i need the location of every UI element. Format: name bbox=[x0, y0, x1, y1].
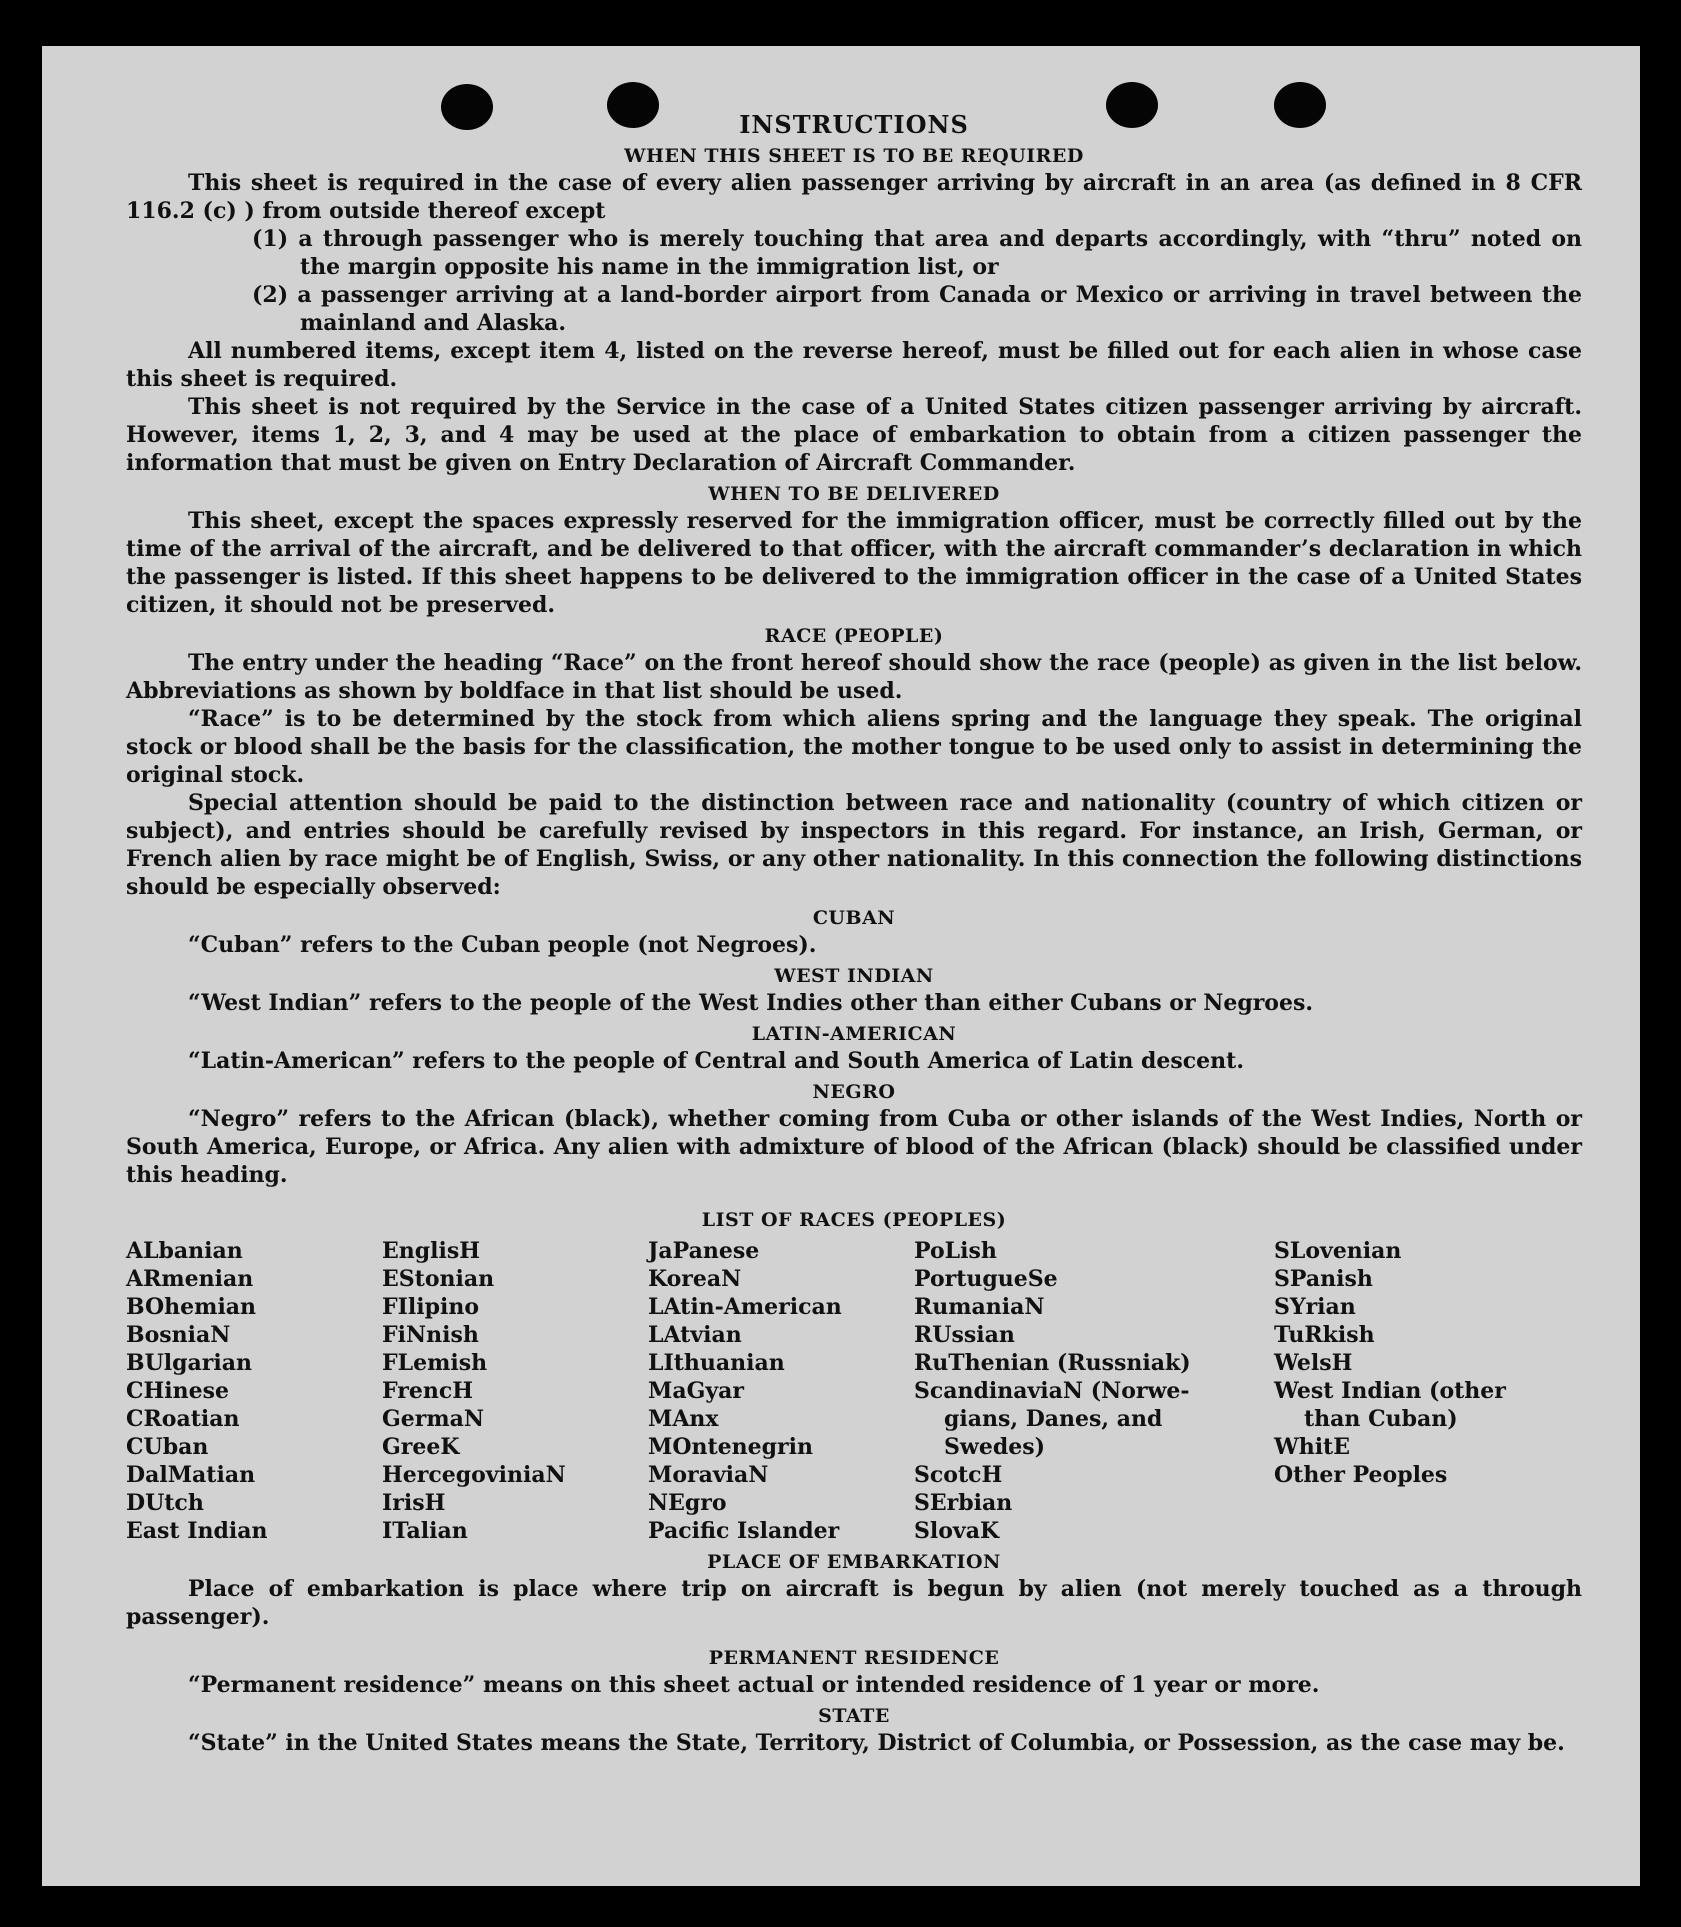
paragraph: “Race” is to be determined by the stock from which aliens spring and the language they speak. The original stock or blood shall be the basis for the classification, the mother tongue to be used only to assist in determining the original stock. bbox=[126, 706, 1582, 788]
section-heading: WEST INDIAN bbox=[774, 965, 934, 987]
race-item: ScandinaviaN (Norwe- bbox=[914, 1378, 1190, 1404]
race-item: ALbanian bbox=[126, 1238, 243, 1264]
race-item: ARmenian bbox=[126, 1266, 254, 1292]
race-item: PoLish bbox=[914, 1238, 997, 1264]
race-item: gians, Danes, and bbox=[944, 1406, 1163, 1432]
race-item: RUssian bbox=[914, 1322, 1015, 1348]
race-item: DUtch bbox=[126, 1490, 204, 1516]
paragraph: Place of embarkation is place where trip on aircraft is begun by alien (not merely touched as a through passenger). bbox=[126, 1576, 1582, 1630]
race-item: IrisH bbox=[382, 1490, 446, 1516]
race-item: LAtvian bbox=[648, 1322, 742, 1348]
race-item: FLemish bbox=[382, 1350, 488, 1376]
race-item: GermaN bbox=[382, 1406, 485, 1432]
race-item: CHinese bbox=[126, 1378, 230, 1404]
race-item: EnglisH bbox=[382, 1238, 481, 1264]
race-item: SErbian bbox=[914, 1490, 1013, 1516]
list-item: (2) a passenger arriving at a land-border airport from Canada or Mexico or arriving in travel between the mainland and Alaska. bbox=[252, 282, 1582, 336]
section-heading: PLACE OF EMBARKATION bbox=[707, 1551, 1001, 1573]
section-heading: LIST OF RACES (PEOPLES) bbox=[701, 1209, 1007, 1231]
race-item: SYrian bbox=[1274, 1294, 1356, 1320]
section-heading: PERMANENT RESIDENCE bbox=[708, 1647, 1000, 1669]
race-item: Swedes) bbox=[944, 1434, 1045, 1460]
race-item: WelsH bbox=[1274, 1350, 1353, 1376]
paragraph: This sheet is required in the case of every alien passenger arriving by aircraft in an area (as defined in 8 CFR 116.2 (c) ) from outside thereof except bbox=[126, 170, 1582, 224]
race-item: RuThenian (Russniak) bbox=[914, 1350, 1191, 1376]
race-item: MOntenegrin bbox=[648, 1434, 813, 1460]
race-item: WhitE bbox=[1274, 1434, 1350, 1460]
section-heading: WHEN TO BE DELIVERED bbox=[708, 483, 1000, 505]
paragraph: “State” in the United States means the State, Territory, District of Columbia, or Possession, as the case may be. bbox=[188, 1730, 1565, 1756]
section-heading: LATIN-AMERICAN bbox=[751, 1023, 957, 1045]
race-column bbox=[648, 1237, 914, 1545]
race-item: DalMatian bbox=[126, 1462, 256, 1488]
page-title: INSTRUCTIONS bbox=[739, 110, 969, 139]
race-item: BosniaN bbox=[126, 1322, 231, 1348]
paragraph: The entry under the heading “Race” on the front hereof should show the race (people) as given in the list below. Abbreviations as shown by boldface in that list should be used. bbox=[126, 650, 1582, 704]
race-item: CRoatian bbox=[126, 1406, 240, 1432]
race-item: EStonian bbox=[382, 1266, 495, 1292]
race-item: ScotcH bbox=[914, 1462, 1003, 1488]
exception-list bbox=[252, 225, 1582, 337]
race-item: GreeK bbox=[382, 1434, 460, 1460]
section-heading: WHEN THIS SHEET IS TO BE REQUIRED bbox=[624, 145, 1084, 167]
race-item: BUlgarian bbox=[126, 1350, 252, 1376]
paragraph: Special attention should be paid to the distinction between race and nationality (country of which citizen or subject), and entries should be carefully revised by inspectors in this regard. For instance, an Irish, German, or French alien by race might be of English, Swiss, or any other nationality. In this connection the following distinctions should be especially observed: bbox=[126, 790, 1582, 900]
race-item: Pacific Islander bbox=[648, 1518, 840, 1544]
paragraph: “Latin-American” refers to the people of Central and South America of Latin descent. bbox=[188, 1048, 1244, 1074]
race-column bbox=[126, 1237, 382, 1545]
section-heading: STATE bbox=[818, 1705, 890, 1727]
paragraph: All numbered items, except item 4, listed on the reverse hereof, must be filled out for each alien in whose case this sheet is required. bbox=[126, 338, 1582, 392]
race-item: MoraviaN bbox=[648, 1462, 769, 1488]
paragraph: “Cuban” refers to the Cuban people (not Negroes). bbox=[188, 932, 817, 958]
race-item: LIthuanian bbox=[648, 1350, 785, 1376]
race-column bbox=[1274, 1237, 1574, 1545]
race-item: HercegoviniaN bbox=[382, 1462, 566, 1488]
race-item: than Cuban) bbox=[1304, 1406, 1458, 1432]
paragraph: This sheet is not required by the Service in the case of a United States citizen passenger arriving by aircraft. However, items 1, 2, 3, and 4 may be used at the place of embarkation to obtain from a citizen passenger the information that must be given on Entry Declaration of Aircraft Commander. bbox=[126, 394, 1582, 476]
document-page bbox=[42, 46, 1640, 1886]
race-item: CUban bbox=[126, 1434, 209, 1460]
instructions-body bbox=[126, 110, 1582, 1757]
race-column bbox=[382, 1237, 648, 1545]
paragraph: “Permanent residence” means on this sheet actual or intended residence of 1 year or more. bbox=[188, 1672, 1320, 1698]
race-item: NEgro bbox=[648, 1490, 727, 1516]
section-heading: RACE (PEOPLE) bbox=[764, 625, 944, 647]
race-item: MAnx bbox=[648, 1406, 719, 1432]
race-item: West Indian (other bbox=[1274, 1378, 1506, 1404]
paragraph: “Negro” refers to the African (black), whether coming from Cuba or other islands of the West Indies, North or South America, Europe, or Africa. Any alien with admixture of blood of the African (black) should be classified under this heading. bbox=[126, 1106, 1582, 1188]
race-item: SLovenian bbox=[1274, 1238, 1402, 1264]
race-item: TuRkish bbox=[1274, 1322, 1375, 1348]
race-item: East Indian bbox=[126, 1518, 268, 1544]
race-item: SPanish bbox=[1274, 1266, 1373, 1292]
race-list bbox=[126, 1237, 1582, 1545]
race-item: FiNnish bbox=[382, 1322, 479, 1348]
race-item: BOhemian bbox=[126, 1294, 257, 1320]
race-item: PortugueSe bbox=[914, 1266, 1058, 1292]
race-item: LAtin-American bbox=[648, 1294, 842, 1320]
list-item: (1) a through passenger who is merely touching that area and departs accordingly, with “thru” noted on the margin opposite his name in the immigration list, or bbox=[252, 226, 1582, 280]
race-item: JaPanese bbox=[648, 1238, 760, 1264]
race-item: RumaniaN bbox=[914, 1294, 1045, 1320]
race-item: MaGyar bbox=[648, 1378, 745, 1404]
race-column bbox=[914, 1237, 1274, 1545]
paragraph: “West Indian” refers to the people of the West Indies other than either Cubans or Negroes. bbox=[188, 990, 1314, 1016]
race-item: SlovaK bbox=[914, 1518, 1000, 1544]
race-item: KoreaN bbox=[648, 1266, 742, 1292]
race-item: FrencH bbox=[382, 1378, 473, 1404]
race-item: ITalian bbox=[382, 1518, 468, 1544]
section-heading: NEGRO bbox=[812, 1081, 896, 1103]
race-item: Other Peoples bbox=[1274, 1462, 1448, 1488]
paragraph: This sheet, except the spaces expressly reserved for the immigration officer, must be correctly filled out by the time of the arrival of the aircraft, and be delivered to that officer, with the aircraft commander’s declaration in which the passenger is listed. If this sheet happens to be delivered to the immigration officer in the case of a United States citizen, it should not be preserved. bbox=[126, 508, 1582, 618]
section-heading: CUBAN bbox=[812, 907, 896, 929]
race-item: FIlipino bbox=[382, 1294, 480, 1320]
